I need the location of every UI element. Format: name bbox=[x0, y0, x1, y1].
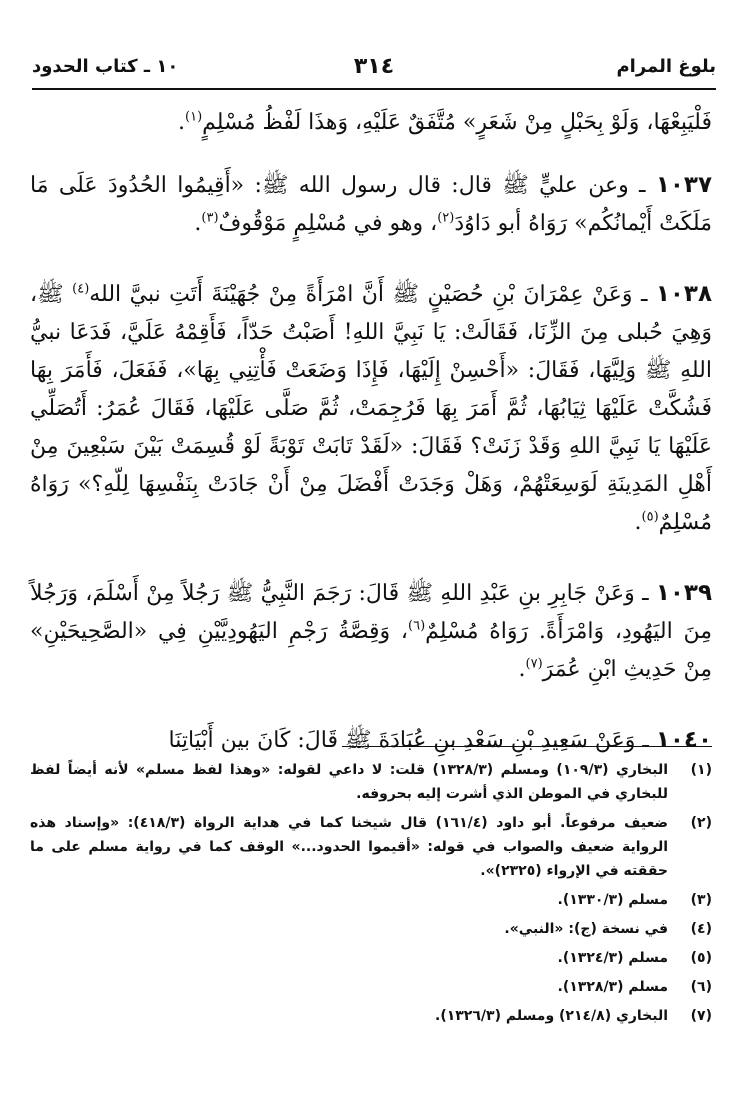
book-title: بلوغ المرام bbox=[616, 56, 716, 77]
page-number: ٣١٤ bbox=[353, 54, 395, 79]
footnote-ref: (٧) bbox=[525, 656, 543, 672]
footnote-ref: (٢) bbox=[437, 210, 455, 226]
footnote-ref: (٦) bbox=[408, 618, 426, 634]
footnote-ref: (١) bbox=[185, 109, 203, 125]
hadith-text: ـ وَعَنْ سَعِيدِ بْنِ سَعْدِ بنِ عُبَادَةَ ﷺ قَالَ: كَانَ بين أَبْيَاتِنَا bbox=[168, 728, 656, 753]
hadith-number: ١٠٣٧ bbox=[655, 172, 712, 198]
footnote bbox=[30, 975, 712, 999]
footnote bbox=[30, 1004, 712, 1028]
footnote bbox=[30, 917, 712, 941]
footnote-number: (٤) bbox=[690, 921, 712, 937]
hadith-text: ـ وَعَنْ جَابِرِ بنِ عَبْدِ اللهِ ﷺ قَالَ: رَجَمَ النَّبِيُّ ﷺ رَجُلاً مِنْ أَسْلَمَ، وَرَجُلاً مِنَ اليَهُودِ، وَامْرَأَةً. رَوَاهُ مُسْلِمٌ bbox=[30, 581, 712, 644]
footnotes bbox=[30, 758, 712, 1033]
footnote-text: مسلم (١٣٢٤/٣). bbox=[557, 950, 668, 966]
footnote-number: (٧) bbox=[690, 1008, 712, 1024]
hadith-text: ـ وَعَنْ عِمْرَانَ بْنِ حُصَيْنٍ ﷺ أَنَّ امْرَأَةً مِنْ جُهَيْنَةَ أَتَتِ نبيَّ الله bbox=[89, 282, 656, 307]
hadith-number: ١٠٣٨ bbox=[655, 281, 713, 307]
hadith-number: ١٠٤٠ bbox=[655, 727, 712, 753]
hadith-number: ١٠٣٩ bbox=[655, 580, 712, 606]
hadith-text: ، وَقِصَّةُ رَجْمِ اليَهُودِيَّيْنِ فِي «الصَّحِيحَيْنِ» مِنْ حَدِيثِ ابْنِ عُمَرَ bbox=[30, 619, 712, 682]
paragraph-text: فَلْيَبِعْهَا، وَلَوْ بِحَبْلٍ مِنْ شَعَرٍ» مُتَّفَقٌ عَلَيْهِ، وَهذَا لَفْظُ مُسْلِمٍ bbox=[202, 110, 712, 135]
footnote-text: مسلم (١٣٣٠/٣). bbox=[557, 892, 668, 908]
footnote-number: (١) bbox=[690, 762, 712, 778]
footnote-number: (٦) bbox=[690, 979, 712, 995]
footnote-text: ضعيف مرفوعاً. أبو داود (١٦١/٤) قال شيخنا كما في هداية الرواة (٤١٨/٣): «وإسناد هذه الرواية ضعيف والصواب في قوله: «أقيموا الحدود...» الوقف كما في رواية مسلم على ما حققته في الإرواء (٢٣٢٥)». bbox=[30, 815, 668, 879]
footnote bbox=[30, 888, 712, 912]
footnote-number: (٢) bbox=[690, 815, 712, 831]
hadith-1038 bbox=[30, 275, 712, 542]
hadith-text: ﷺ، وَهِيَ حُبلى مِنَ الزِّنَا، فَقَالَتْ: يَا نَبِيَّ اللهِ! أَصَبْتُ حَدّاً، فَأَقِمْهُ عَلَيَّ، فَدَعَا نبيُّ اللهِ ﷺ وَلِيَّهَا، فَقَالَ: «أَحْسِنْ إِلَيْهَا، فَإِذَا وَضَعَتْ فَأْتِنِي بِهَا»، فَفَعَلَ، فَأَمَرَ بِهَا فَشُكَّتْ عَلَيْهَا ثِيَابُهَا، ثُمَّ أَمَرَ بِهَا فَرُجِمَتْ، ثُمَّ صَلَّى عَلَيْهَا، فَقَالَ عُمَرُ: أَتُصَلِّي عَلَيْهَا يَا نَبِيَّ اللهِ وَقَدْ زَنَتْ؟ فَقَالَ: «لَقَدْ تَابَتْ تَوْبَةً لَوْ قُسِمَتْ بَيْنَ سَبْعِينَ مِنْ أَهْلِ المَدِينَةِ لَوَسِعَتْهُمْ، وَهَلْ وَجَدَتْ أَفْضَلَ مِنْ أَنْ جَادَتْ بِنَفْسِهَا لِلّهِ؟» رَوَاهُ مُسْلِمٌ bbox=[30, 282, 712, 535]
paragraph-end: . bbox=[178, 110, 185, 135]
main-text bbox=[30, 104, 712, 792]
footnote-text: البخاري (٢١٤/٨) ومسلم (١٣٢٦/٣). bbox=[435, 1008, 668, 1024]
continuation-paragraph bbox=[30, 104, 712, 142]
footnote-text: مسلم (١٣٢٨/٣). bbox=[557, 979, 668, 995]
hadith-text: ـ وعن عليٍّ ﷺ قال: قال رسول الله ﷺ: «أَقِيمُوا الحُدُودَ عَلَى مَا مَلَكَتْ أَيْمانُكُم» رَوَاهُ أبو دَاوُدَ bbox=[30, 173, 712, 236]
footnote bbox=[30, 811, 712, 883]
footnote-number: (٥) bbox=[690, 950, 712, 966]
chapter-title: ١٠ ـ كتاب الحدود bbox=[32, 56, 179, 77]
footnote bbox=[30, 758, 712, 806]
hadith-1039 bbox=[30, 574, 712, 689]
footnote bbox=[30, 946, 712, 970]
footnote-number: (٣) bbox=[690, 892, 712, 908]
footnote-text: البخاري (١٠٩/٣) ومسلم (١٣٢٨/٣) قلت: لا داعي لقوله: «وهذا لفظ مسلم» لأنه أيضاً لفظ للبخاري في الموطن الذي أشرت إليه بحروفه. bbox=[30, 762, 669, 802]
footnote-ref: (٣) bbox=[201, 210, 219, 226]
hadith-1040 bbox=[30, 721, 712, 760]
footnote-ref: (٤) bbox=[72, 281, 90, 297]
hadith-1037 bbox=[30, 166, 712, 243]
footnote-separator bbox=[342, 746, 712, 747]
running-header bbox=[32, 54, 716, 90]
paragraph-end: . bbox=[518, 657, 526, 682]
paragraph-end: . bbox=[194, 211, 202, 236]
hadith-text: ، وهو في مُسْلِمٍ مَوْقُوفٌ bbox=[218, 211, 438, 236]
paragraph-end: . bbox=[634, 510, 642, 535]
footnote-text: في نسخة (ج): «النبي». bbox=[504, 921, 668, 937]
footnote-ref: (٥) bbox=[641, 509, 659, 525]
